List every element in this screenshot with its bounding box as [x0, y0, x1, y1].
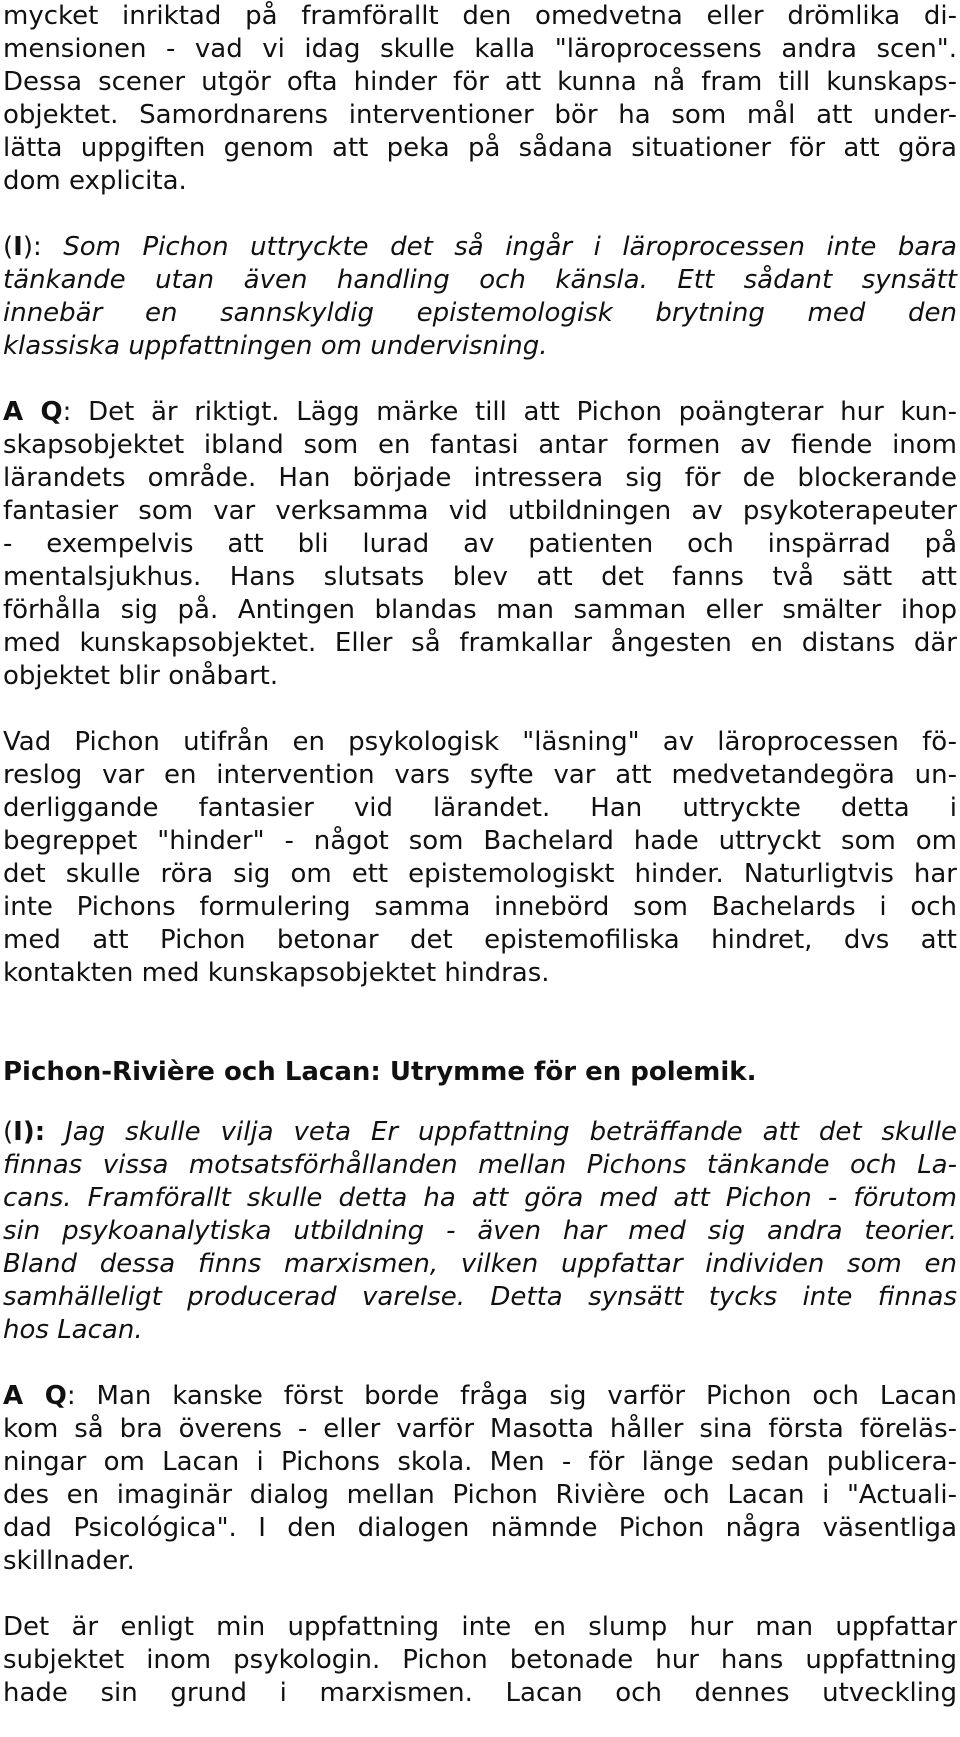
- section-gap: [3, 990, 957, 1056]
- paragraph-gap: [3, 1089, 957, 1116]
- paragraph-gap: [3, 198, 957, 231]
- paragraph-answer-1: [3, 396, 957, 693]
- paragraph-intro: [3, 0, 957, 198]
- text-line: dom explicita.: [3, 166, 187, 196]
- text-line: ningar om Lacan i Pichons skola. Men - för länge sedan publicera-: [3, 1447, 957, 1477]
- question-text: Som Pichon uttryckte det så ingår i läroprocessen inte bara: [41, 232, 957, 262]
- text-line: kontakten med kunskapsobjektet hindras.: [3, 958, 550, 988]
- speaker-label-answer: A Q: [3, 397, 63, 427]
- text-line: skillnader.: [3, 1546, 135, 1576]
- text-line: dad Psicológica". I den dialogen nämnde Pichon några väsentliga: [3, 1513, 957, 1543]
- text-line: objektet blir onåbart.: [3, 661, 279, 691]
- speaker-open-paren: (: [3, 1117, 14, 1147]
- text-line: lärandets område. Han började intressera sig för de blockerande: [3, 463, 957, 493]
- text-line: tänkande utan även handling och känsla. Ett sådant synsätt: [3, 265, 957, 295]
- text-line: det skulle röra sig om ett epistemologiskt hinder. Naturligtvis har: [3, 859, 957, 889]
- text-line: begreppet "hinder" - något som Bachelard hade uttryckt som om: [3, 826, 957, 856]
- speaker-colon: :: [66, 1381, 76, 1411]
- text-line: hade sin grund i marxismen. Lacan och dennes utveckling: [3, 1678, 957, 1708]
- text-line: finnas vissa motsatsförhållanden mellan Pichons tänkande och La-: [3, 1150, 957, 1180]
- paragraph-subject-psychology: [3, 1611, 957, 1710]
- paragraph-gap: [3, 1578, 957, 1611]
- text-line: med kunskapsobjektet. Eller så framkallar ångesten en distans där: [3, 628, 957, 658]
- text-line: fantasier som var verksamma vid utbildningen av psykoterapeuter: [3, 496, 957, 526]
- text-line: subjektet inom psykologin. Pichon betonade hur hans uppfattning: [3, 1645, 957, 1675]
- section-heading: Pichon-Rivière och Lacan: Utrymme för en polemik.: [3, 1057, 757, 1087]
- paragraph-interviewer-2: [3, 1116, 957, 1347]
- text-line: Bland dessa finns marxismen, vilken uppfattar individen som en: [3, 1249, 957, 1279]
- document-page: [3, 0, 957, 1710]
- answer-text: Man kanske först borde fråga sig varför Pichon och Lacan: [75, 1381, 957, 1411]
- speaker-colon: :: [62, 397, 72, 427]
- text-line: reslog var en intervention vars syfte var att medvetandegöra un-: [3, 760, 957, 790]
- text-line: derliggande fantasier vid lärandet. Han uttryckte detta i: [3, 793, 957, 823]
- text-line: klassiska uppfattningen om undervisning.: [3, 331, 548, 361]
- text-line: innebär en sannskyldig epistemologisk brytning med den: [3, 298, 957, 328]
- text-line: [3, 1116, 957, 1149]
- text-line: Det är enligt min uppfattning inte en slump hur man uppfattar: [3, 1612, 957, 1642]
- text-line: mensionen - vad vi idag skulle kalla "läroprocessens andra scen".: [3, 34, 957, 64]
- text-line: sin psykoanalytiska utbildning - även har med sig andra teorier.: [3, 1216, 957, 1246]
- text-line: [3, 396, 957, 429]
- speaker-label-interviewer: I: [13, 1117, 23, 1147]
- speaker-label-answer: A Q: [3, 1381, 67, 1411]
- text-line: med att Pichon betonar det epistemofiliska hindret, dvs att: [3, 925, 957, 955]
- text-line: mentalsjukhus. Hans slutsats blev att det fanns två sätt att: [3, 562, 957, 592]
- text-line: [3, 231, 957, 264]
- paragraph-gap: [3, 1347, 957, 1380]
- text-line: hos Lacan.: [3, 1315, 143, 1345]
- text-line: kom så bra överens - eller varför Masotta håller sina första föreläs-: [3, 1414, 957, 1444]
- text-line: des en imaginär dialog mellan Pichon Rivière och Lacan i "Actuali-: [3, 1480, 957, 1510]
- speaker-label-interviewer: I: [13, 232, 23, 262]
- text-line: inte Pichons formulering samma innebörd som Bachelards i och: [3, 892, 957, 922]
- text-line: förhålla sig på. Antingen blandas man samman eller smälter ihop: [3, 595, 957, 625]
- text-line: Dessa scener utgör ofta hinder för att kunna nå fram till kunskaps-: [3, 67, 957, 97]
- speaker-open-paren: (: [3, 232, 14, 262]
- text-line: mycket inriktad på framförallt den omedvetna eller drömlika di-: [3, 1, 957, 31]
- speaker-close-paren: ):: [22, 232, 42, 262]
- text-line: samhälleligt producerad varelse. Detta synsätt tycks inte finnas: [3, 1282, 957, 1312]
- question-text: Jag skulle vilja veta Er uppfattning beträffande att det skulle: [45, 1117, 957, 1147]
- paragraph-answer-2: [3, 1380, 957, 1578]
- paragraph-gap: [3, 693, 957, 726]
- text-line: skapsobjektet ibland som en fantasi antar formen av fiende inom: [3, 430, 957, 460]
- speaker-close-paren: ):: [22, 1117, 46, 1147]
- text-line: [3, 1380, 957, 1413]
- paragraph-gap: [3, 363, 957, 396]
- paragraph-pichon-intervention: [3, 726, 957, 990]
- text-line: lätta uppgiften genom att peka på sådana situationer för att göra: [3, 133, 957, 163]
- text-line: objektet. Samordnarens interventioner bör ha som mål att under-: [3, 100, 957, 130]
- answer-text: Det är riktigt. Lägg märke till att Pichon poängterar hur kun-: [71, 397, 958, 427]
- paragraph-interviewer-1: [3, 231, 957, 363]
- text-line: cans. Framförallt skulle detta ha att göra med att Pichon - förutom: [3, 1183, 957, 1213]
- text-line: Vad Pichon utifrån en psykologisk "läsning" av läroprocessen fö-: [3, 727, 957, 757]
- text-line: - exempelvis att bli lurad av patienten och inspärrad på: [3, 529, 957, 559]
